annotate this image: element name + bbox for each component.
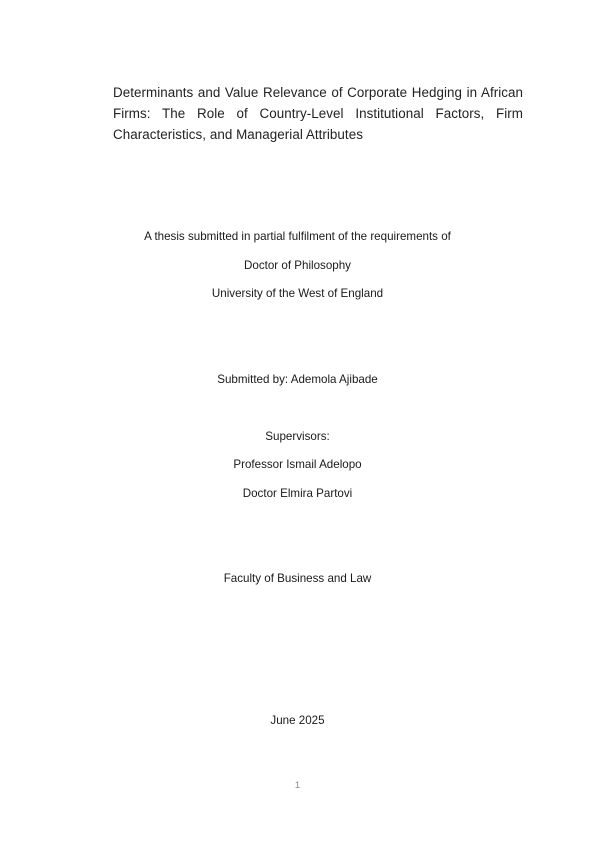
degree-name: Doctor of Philosophy [244,259,351,272]
university-name: University of the West of England [211,287,384,300]
submission-date: June 2025 [270,714,325,727]
supervisors-heading: Supervisors: [265,430,330,443]
supervisor-name: Professor Ismail Adelopo [233,458,362,471]
page-number: 1 [294,780,301,791]
supervisor-name: Doctor Elmira Partovi [242,487,353,500]
submission-statement: A thesis submitted in partial fulfilment of the requirements of [144,230,451,243]
thesis-title: Determinants and Value Relevance of Corporate Hedging in African Firms: The Role of Country-Level Institutional Factors, Firm Characteristics, and Managerial Attributes [113,85,523,142]
faculty-name: Faculty of Business and Law [223,572,372,585]
author-line: Submitted by: Ademola Ajibade [217,373,378,386]
